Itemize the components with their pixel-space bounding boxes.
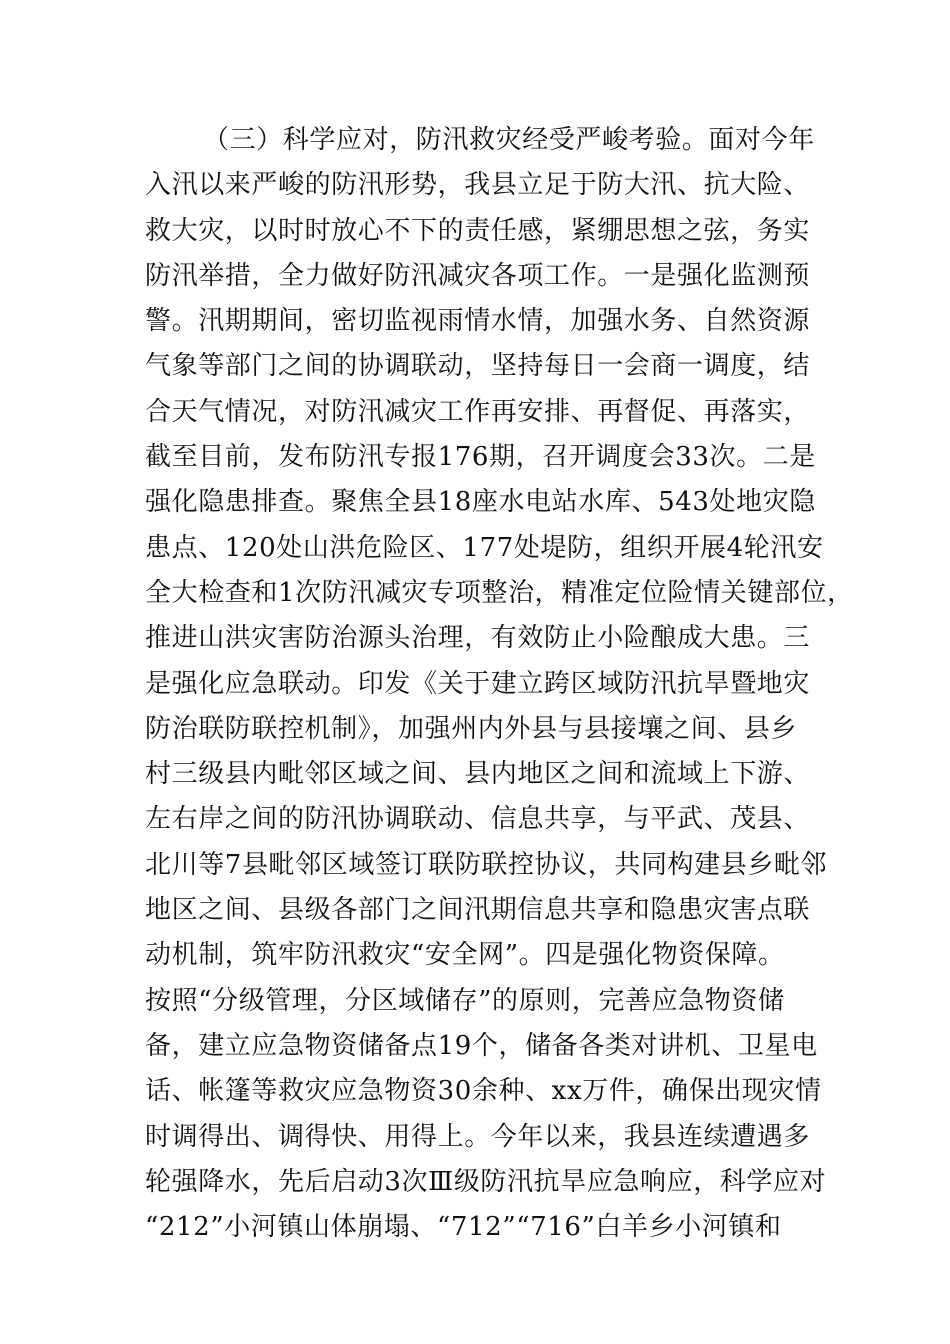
text-line: （三）科学应对，防汛救灾经受严峻考验。面对今年	[203, 125, 815, 155]
text-line: 北川等7县毗邻区域签订联防联控协议，共同构建县乡毗邻	[145, 849, 828, 880]
text-line: 推进山洪灾害防治源头治理，有效防止小险酿成大患。三	[145, 623, 811, 654]
text-line: 地区之间、县级各部门之间汛期信息共享和隐患灾害点联	[145, 895, 811, 926]
text-line: 按照“分级管理，分区域储存”的原则，完善应急物资储	[145, 985, 785, 1016]
text-line: 全大检查和1次防汛减灾专项整治，精准定位险情关键部位，	[145, 577, 854, 608]
text-line: 截至目前，发布防汛专报176期，召开调度会33次。二是	[145, 442, 816, 473]
text-line: 救大灾，以时时放心不下的责任感，紧绷思想之弦，务实	[145, 215, 811, 246]
text-line: 强化隐患排查。聚焦全县18座水电站水库、543处地灾隐	[145, 487, 816, 518]
text-line: 合天气情况，对防汛减灾工作再安排、再督促、再落实，	[145, 396, 811, 427]
text-line: 防治联防联控机制》，加强州内外县与县接壤之间、县乡	[145, 713, 798, 744]
text-line: 警。汛期期间，密切监视雨情水情，加强水务、自然资源	[145, 306, 811, 337]
text-line: 备，建立应急物资储备点19个，储备各类对讲机、卫星电	[145, 1030, 818, 1061]
text-line: 气象等部门之间的协调联动，坚持每日一会商一调度，结	[145, 351, 811, 382]
body-paragraph	[145, 118, 854, 1250]
text-line: 话、帐篷等救灾应急物资30余种、xx万件，确保出现灾情	[145, 1076, 822, 1107]
text-line: 是强化应急联动。印发《关于建立跨区域防汛抗旱暨地灾	[145, 668, 811, 699]
text-line: 防汛举措，全力做好防汛减灾各项工作。一是强化监测预	[145, 260, 811, 291]
text-line: 时调得出、调得快、用得上。今年以来，我县连续遭遇多	[145, 1121, 811, 1152]
text-line: 轮强降水，先后启动3次Ⅲ级防汛抗旱应急响应，科学应对	[145, 1166, 827, 1197]
text-line: 患点、120处山洪危险区、177处堤防，组织开展4轮汛安	[145, 532, 824, 563]
text-line: “212”小河镇山体崩塌、“712”“716”白羊乡小河镇和	[145, 1212, 782, 1243]
text-line: 入汛以来严峻的防汛形势，我县立足于防大汛、抗大险、	[145, 170, 811, 201]
text-line: 左右岸之间的防汛协调联动、信息共享，与平武、茂县、	[145, 804, 811, 835]
text-line: 动机制，筑牢防汛救灾“安全网”。四是强化物资保障。	[145, 940, 785, 971]
text-line: 村三级县内毗邻区域之间、县内地区之间和流域上下游、	[145, 759, 811, 790]
